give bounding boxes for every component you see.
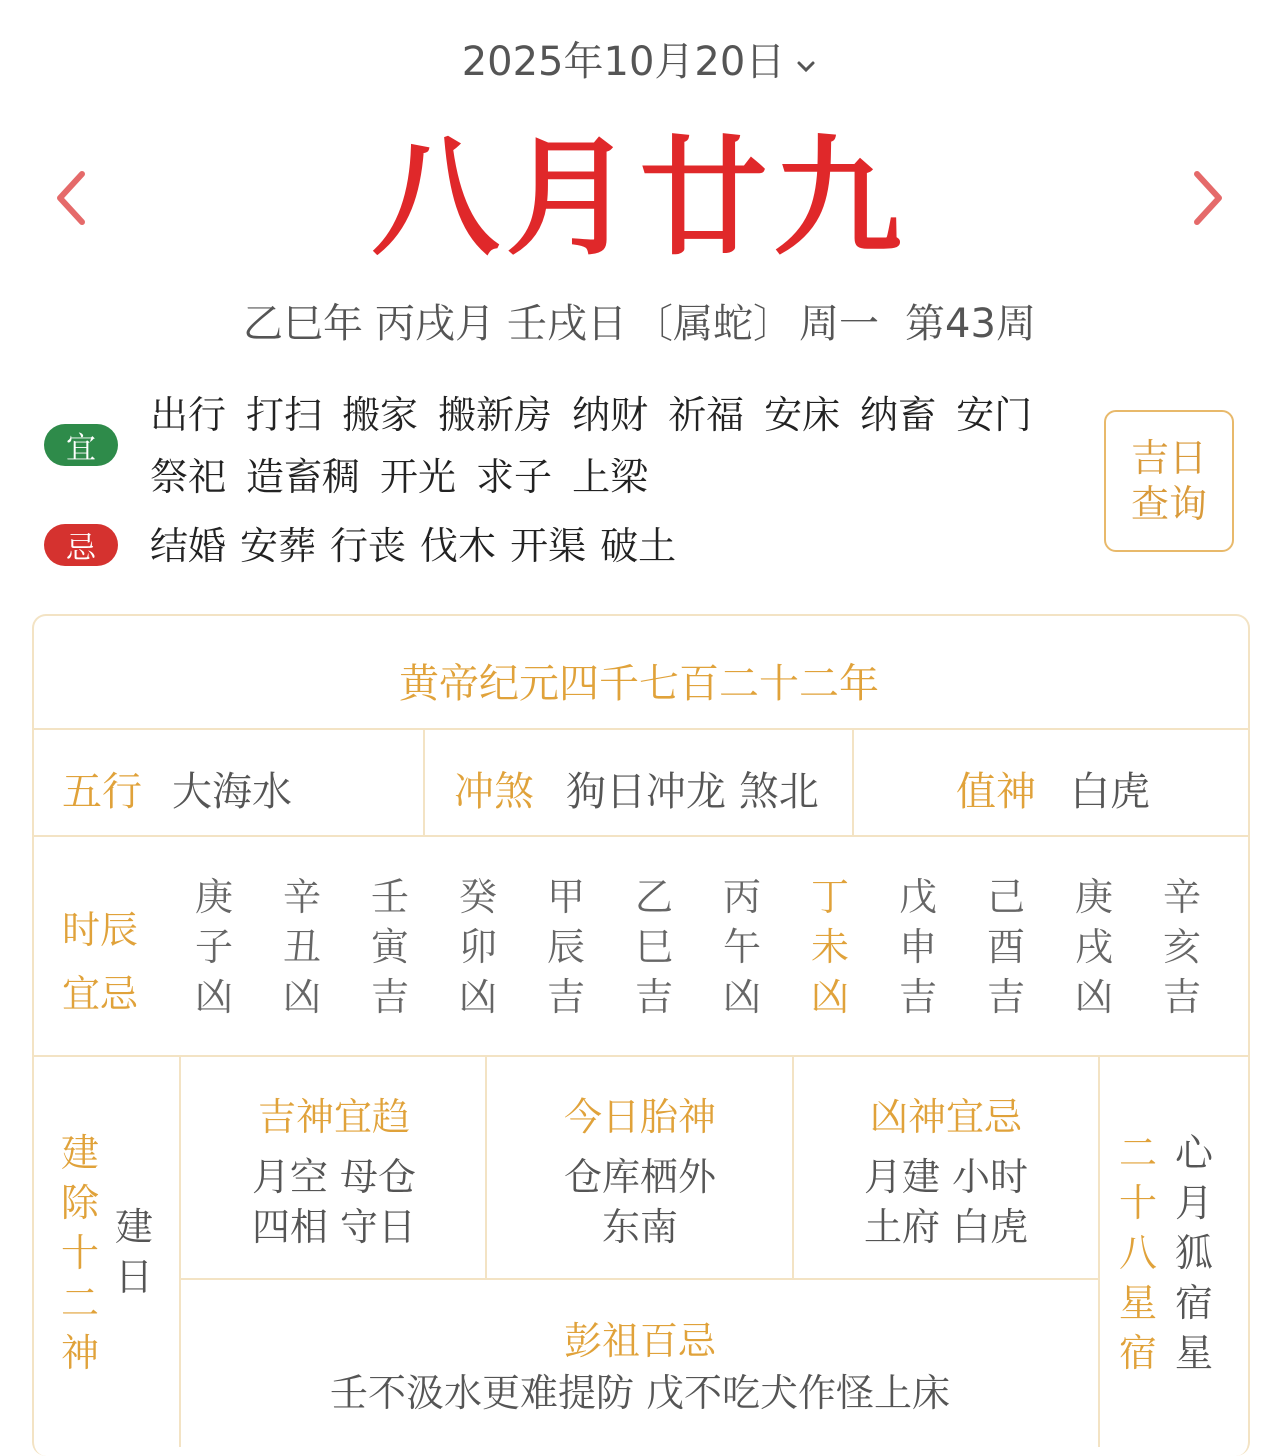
button-label-line1: 吉日: [1130, 436, 1207, 480]
shichen-gan: 庚: [1074, 875, 1113, 919]
shichen-column: [272, 872, 332, 1022]
jishen-body: [182, 1152, 486, 1252]
zodiac: 〔属蛇〕: [633, 301, 794, 347]
shichen-zhi: 未: [810, 925, 849, 969]
shichen-luck: 吉: [546, 975, 585, 1019]
yi-item: 造畜稠: [246, 455, 361, 499]
shichen-column: [536, 872, 596, 1022]
shichen-gan: 壬: [370, 875, 409, 919]
divider: [180, 1278, 1100, 1280]
ji-list: [150, 515, 1090, 577]
taishen-line: 仓库栖外: [563, 1155, 716, 1199]
yi-item: 上梁: [572, 455, 649, 499]
shichen-zhi: 申: [898, 925, 937, 969]
shichen-zhi: 寅: [370, 925, 409, 969]
yi-badge: 宜: [44, 424, 118, 466]
jianchu-label: 建除十二神: [60, 1131, 99, 1375]
divider: [32, 835, 1248, 837]
shichen-zhi: 丑: [282, 925, 321, 969]
shichen-zhi: 午: [722, 925, 761, 969]
xingxiu-value: 心月狐宿星: [1174, 1131, 1213, 1375]
auspicious-day-query-button[interactable]: [1104, 410, 1234, 552]
shichen-column: [712, 872, 772, 1022]
shichen-zhi: 卯: [458, 925, 497, 969]
ji-item: 结婚: [150, 524, 227, 568]
xiongshen-line: 月建 小时: [863, 1155, 1029, 1199]
chongsha-label: 冲煞: [454, 769, 534, 815]
yi-item: 纳财: [572, 393, 649, 437]
zhishen-value: 白虎: [1070, 769, 1150, 815]
ji-badge: 忌: [44, 524, 118, 566]
shichen-gan: 戊: [898, 875, 937, 919]
taishen-body: [488, 1152, 792, 1252]
xingxiu-label: 二十八星宿: [1118, 1131, 1157, 1375]
weekday: 周一: [799, 301, 880, 347]
yi-item: 求子: [476, 455, 553, 499]
shichen-gan: 癸: [458, 875, 497, 919]
wuxing-label: 五行: [62, 769, 142, 815]
ji-item: 开渠: [510, 524, 587, 568]
button-label-line2: 查询: [1130, 482, 1207, 526]
shichen-zhi: 亥: [1162, 925, 1201, 969]
chongsha-value: 狗日冲龙 煞北: [566, 769, 819, 815]
shichen-column: [976, 872, 1036, 1022]
shichen-gan: 甲: [546, 875, 585, 919]
jishen-line: 月空 母仓: [251, 1155, 417, 1199]
xiongshen-body: [794, 1152, 1098, 1252]
shichen-luck: 吉: [1162, 975, 1201, 1019]
yi-item: 搬新房: [438, 393, 553, 437]
huangdi-era: 黄帝纪元四千七百二十二年: [399, 661, 879, 707]
yi-item: 搬家: [342, 393, 419, 437]
shichen-zhi: 戌: [1074, 925, 1113, 969]
yi-list: [150, 384, 1090, 508]
shichen-luck: 凶: [1074, 975, 1113, 1019]
ji-item: 伐木: [420, 524, 497, 568]
divider: [32, 728, 1248, 730]
divider: [32, 1055, 1248, 1057]
shichen-gan: 丁: [810, 875, 849, 919]
shichen-luck: 吉: [986, 975, 1025, 1019]
yi-item: 祭祀: [150, 455, 227, 499]
yi-item: 打扫: [246, 393, 323, 437]
jishen-line: 四相 守日: [251, 1205, 417, 1249]
pengzu-title: 彭祖百忌: [563, 1319, 716, 1363]
ganzhi-line: [0, 292, 1279, 349]
ji-item: 破土: [600, 524, 677, 568]
shichen-column: [184, 872, 244, 1022]
lunar-date: 八月廿九: [371, 123, 908, 273]
ji-item: 安葬: [240, 524, 317, 568]
divider: [423, 730, 425, 836]
taishen-line: 东南: [601, 1205, 678, 1249]
shichen-gan: 丙: [722, 875, 761, 919]
yi-item: 纳畜: [860, 393, 937, 437]
yi-item: 祈福: [668, 393, 745, 437]
day-ganzhi: 壬戌日: [507, 301, 628, 347]
shichen-column: [448, 872, 508, 1022]
shichen-zhi: 辰: [546, 925, 585, 969]
date-text: 2025年10月20日: [461, 39, 786, 85]
shichen-gan: 辛: [282, 875, 321, 919]
yi-item: 出行: [150, 393, 227, 437]
shichen-luck: 吉: [634, 975, 673, 1019]
week-number: 第43周: [905, 301, 1036, 347]
shichen-column-current: [800, 872, 860, 1022]
divider: [1098, 1056, 1100, 1447]
shichen-gan: 辛: [1162, 875, 1201, 919]
shichen-label: [62, 898, 138, 1026]
shichen-luck: 吉: [370, 975, 409, 1019]
shichen-luck: 凶: [194, 975, 233, 1019]
shichen-luck: 凶: [722, 975, 761, 1019]
wuxing-value: 大海水: [172, 769, 292, 815]
shichen-luck: 凶: [282, 975, 321, 1019]
year-ganzhi: 乙巳年: [243, 301, 364, 347]
yi-item: 安门: [956, 393, 1033, 437]
shichen-column: [1152, 872, 1212, 1022]
shichen-luck: 凶: [810, 975, 849, 1019]
shichen-column: [360, 872, 420, 1022]
shichen-gan: 己: [986, 875, 1025, 919]
jishen-title: 吉神宜趋: [257, 1095, 410, 1139]
jianchu-value: 建日: [114, 1205, 153, 1299]
shichen-zhi: 子: [194, 925, 233, 969]
xiongshen-title: 凶神宜忌: [869, 1095, 1022, 1139]
yi-item: 开光: [380, 455, 457, 499]
xiongshen-line: 土府 白虎: [863, 1205, 1029, 1249]
shichen-column: [888, 872, 948, 1022]
taishen-title: 今日胎神: [563, 1095, 716, 1139]
shichen-column: [624, 872, 684, 1022]
shichen-zhi: 巳: [634, 925, 673, 969]
yi-item: 安床: [764, 393, 841, 437]
ji-item: 行丧: [330, 524, 407, 568]
date-selector[interactable]: [0, 30, 1279, 87]
chevron-down-icon: [795, 41, 817, 87]
shichen-label-line1: 时辰: [62, 908, 139, 952]
shichen-gan: 庚: [194, 875, 233, 919]
shichen-luck: 吉: [898, 975, 937, 1019]
shichen-luck: 凶: [458, 975, 497, 1019]
divider: [179, 1056, 181, 1447]
shichen-zhi: 酉: [986, 925, 1025, 969]
month-ganzhi: 丙戌月: [375, 301, 496, 347]
shichen-column: [1064, 872, 1124, 1022]
pengzu-text: 壬不汲水更难提防 戊不吃犬作怪上床: [329, 1371, 951, 1415]
shichen-label-line2: 宜忌: [62, 972, 139, 1016]
shichen-gan: 乙: [634, 875, 673, 919]
zhishen-label: 值神: [956, 769, 1036, 815]
divider: [852, 730, 854, 836]
